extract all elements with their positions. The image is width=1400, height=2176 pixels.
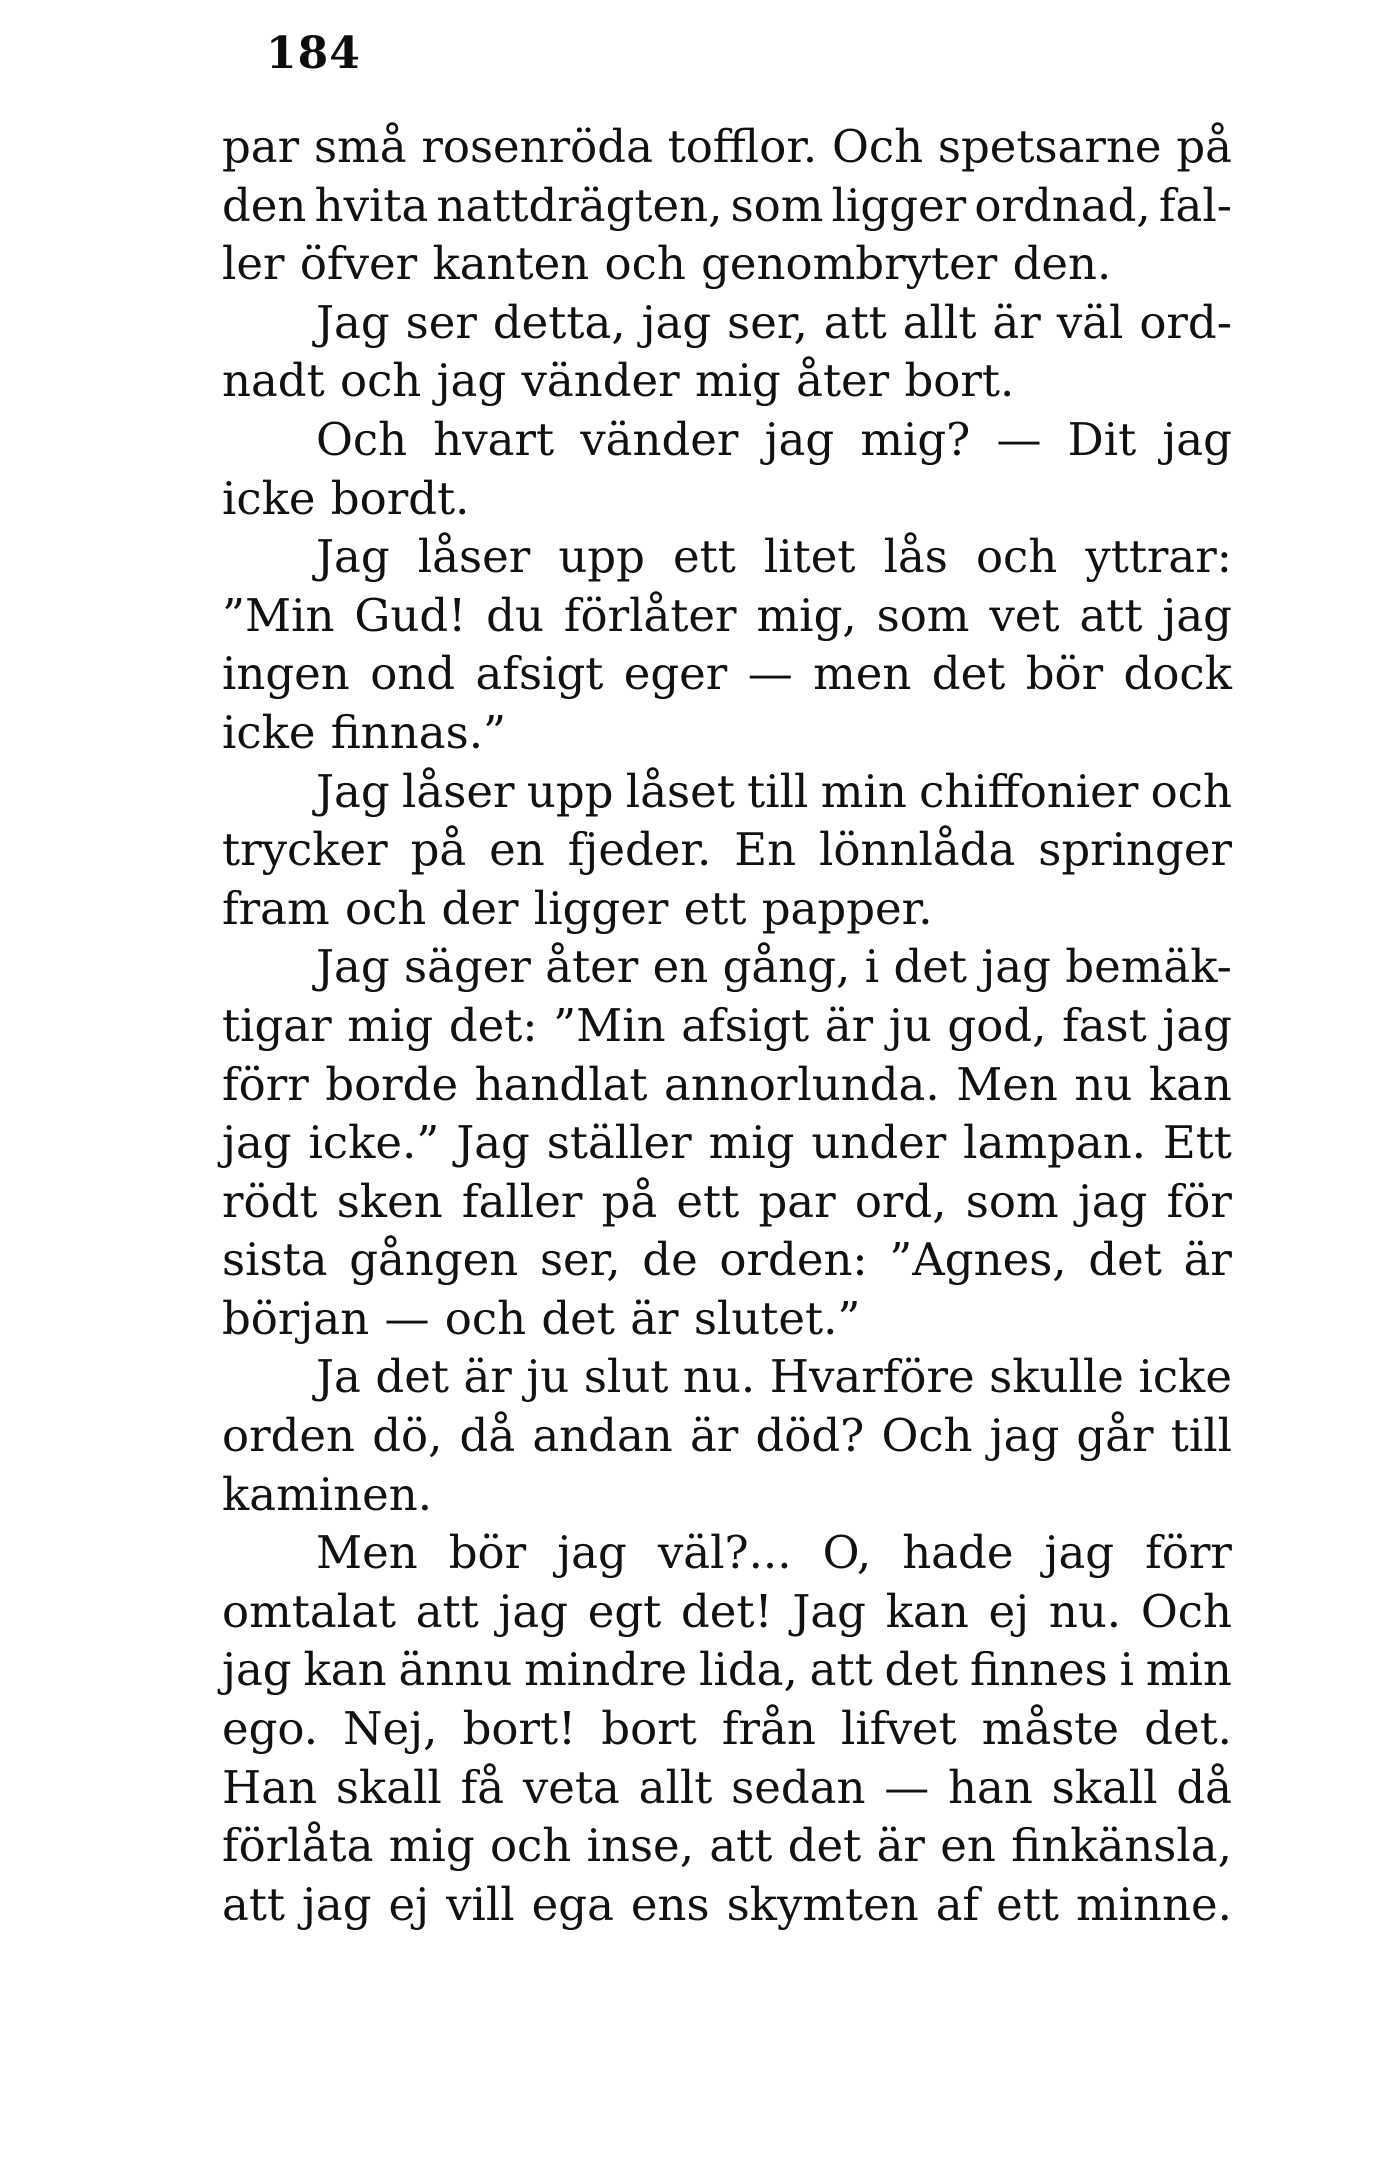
text-line: orden dö, då andan är död? Och jag går till bbox=[222, 1409, 1232, 1463]
text-line: sista gången ser, de orden: ”Agnes, det är bbox=[222, 1233, 1232, 1287]
text-line: ”Min Gud! du förlåter mig, som vet att jag bbox=[222, 588, 1232, 642]
text-line: Jag ser detta, jag ser, att allt är väl ord- bbox=[316, 295, 1232, 349]
text-line: ingen ond afsigt eger — men det bör dock bbox=[222, 647, 1232, 701]
text-line: nadt och jag vänder mig åter bort. bbox=[222, 354, 1015, 408]
text-line: Jag låser upp ett litet lås och yttrar: bbox=[316, 530, 1232, 584]
text-line: förlåta mig och inse, att det är en finkänsla, bbox=[222, 1819, 1232, 1873]
text-line: fram och der ligger ett papper. bbox=[222, 881, 933, 935]
text-line: ler öfver kanten och genombryter den. bbox=[222, 237, 1112, 291]
text-line: Ja det är ju slut nu. Hvarföre skulle icke bbox=[316, 1350, 1232, 1404]
text-line: jag kan ännu mindre lida, att det finnes i min bbox=[222, 1643, 1232, 1697]
text-line: rödt sken faller på ett par ord, som jag för bbox=[222, 1174, 1232, 1228]
text-line: den hvita nattdrägten, som ligger ordnad, fal- bbox=[222, 178, 1232, 232]
text-line: förr borde handlat annorlunda. Men nu kan bbox=[222, 1057, 1232, 1111]
text-line: tigar mig det: ”Min afsigt är ju god, fast jag bbox=[222, 998, 1232, 1052]
text-line: Jag säger åter en gång, i det jag bemäk- bbox=[316, 940, 1232, 994]
text-line: par små rosenröda tofflor. Och spetsarne på bbox=[222, 120, 1232, 173]
text-line: icke bordt. bbox=[222, 471, 470, 525]
text-line: icke finnas.” bbox=[222, 705, 507, 759]
text-line: ego. Nej, bort! bort från lifvet måste det. bbox=[222, 1702, 1232, 1756]
text-line: början — och det är slutet.” bbox=[222, 1291, 861, 1345]
text-line: omtalat att jag egt det! Jag kan ej nu. Och bbox=[222, 1584, 1232, 1638]
body-text bbox=[222, 118, 1232, 1934]
text-line: Men bör jag väl?... O, hade jag förr bbox=[316, 1526, 1232, 1580]
text-line: Jag låser upp låset till min chiffonier och bbox=[316, 764, 1232, 818]
text-line: Och hvart vänder jag mig? — Dit jag bbox=[316, 412, 1232, 466]
text-line: Han skall få veta allt sedan — han skall då bbox=[222, 1760, 1232, 1814]
text-line: jag icke.” Jag ställer mig under lampan. Ett bbox=[222, 1116, 1232, 1170]
text-line: kaminen. bbox=[222, 1467, 433, 1521]
text-line: att jag ej vill ega ens skymten af ett minne. bbox=[222, 1877, 1232, 1931]
text-line: trycker på en fjeder. En lönnlåda springer bbox=[222, 823, 1232, 877]
page-number: 184 bbox=[266, 28, 361, 79]
